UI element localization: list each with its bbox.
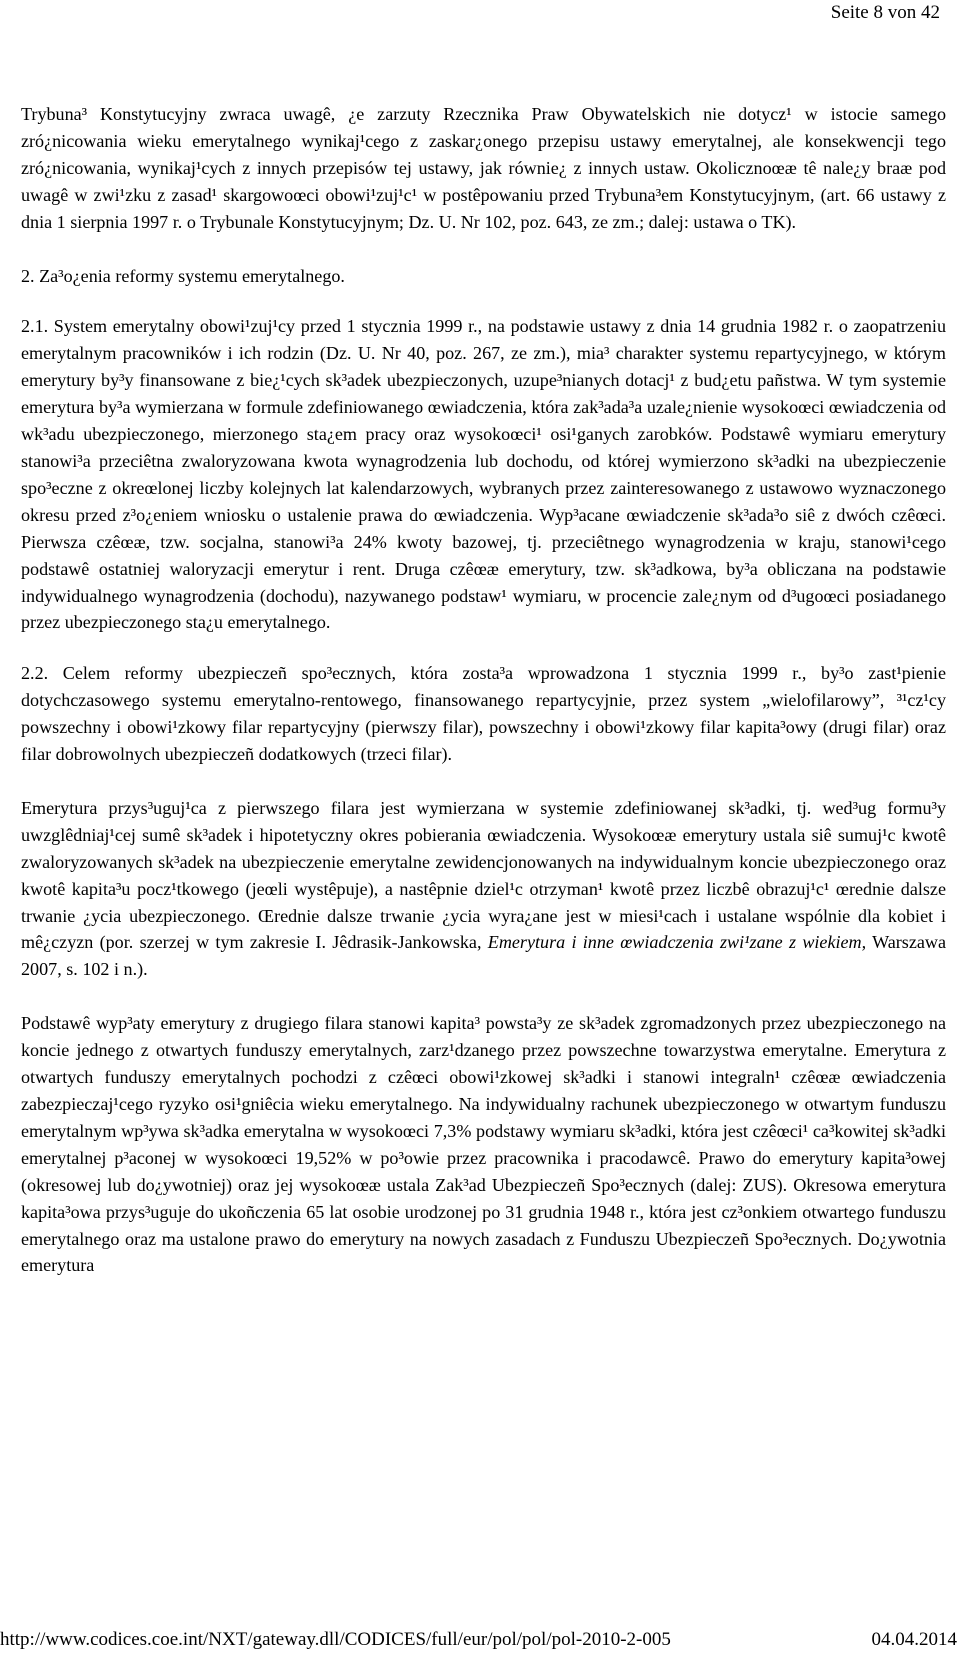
document-body [21, 101, 946, 1306]
print-date: 04.04.2014 [871, 1629, 957, 1650]
paragraph-first-pillar-tail: Warszawa 2007, s. 102 i n.). [21, 932, 946, 980]
paragraph-2-2: 2.2. Celem reformy ubezpieczeñ spo³ecznych, która zosta³a wprowadzona 1 stycznia 1999 r., by³o zast¹pienie dotychczasowego systemu emerytalno-rentowego, finansowanego repartycyjnie, przez system „wielofilarowy”, ³¹cz¹cy powszechny i obowi¹zkowy filar repartycyjny (pierwszy filar), powszechny i obowi¹zkowy filar kapita³owy (drugi filar) oraz filar dobrowolnych ubezpieczeñ dodatkowych (trzeci filar). [21, 663, 946, 765]
paragraph-first-pillar [21, 795, 946, 983]
paragraph-first-pillar-text: Emerytura przys³uguj¹ca z pierwszego filara jest wymierzana w systemie zdefiniowanej sk³adki, tj. wed³ug formu³y uwzglêdniaj¹cej sumê sk³adek i hipotetyczny okres pobierania œwiadczenia. Wysokoœæ emerytury ustala siê sumuj¹c kwotê zwaloryzowanych sk³adek na ubezpieczenie emerytalne zewidencjonowanych na indywidualnym koncie ubezpieczonego oraz kwotê kapita³u pocz¹tkowego (jeœli wystêpuje), a nastêpnie dziel¹c otrzyman¹ kwotê przez liczbê obrazuj¹c¹ œrednie dalsze trwanie ¿ycia ubezpieczonego. Œrednie dalsze trwanie ¿ycia wyra¿ane jest w miesi¹cach i ustalane wspólnie dla kobiet i mê¿czyzn (por. szerzej w tym zakresie I. Jêdrasik-Jankowska, [21, 797, 946, 953]
source-url: http://www.codices.coe.int/NXT/gateway.dll/CODICES/full/eur/pol/pol/pol-2010-2-005 [0, 1629, 671, 1650]
paragraph-2-1: 2.1. System emerytalny obowi¹zuj¹cy przed 1 stycznia 1999 r., na podstawie ustawy z dnia 14 grudnia 1982 r. o zaopatrzeniu emerytalnym pracowników i ich rodzin (Dz. U. Nr 40, poz. 267, ze zm.), mia³ charakter systemu repartycyjnego, w którym emerytury by³y finansowane z bie¿¹cych sk³adek ubezpieczonych, uzupe³nianych dotacj¹ z bud¿etu pañstwa. W tym systemie emerytura by³a wymierzana w formule zdefiniowanego œwiadczenia, która zak³ada³a uzale¿nienie wysokoœci œwiadczenia od wk³adu ubezpieczonego, mierzonego sta¿em pracy oraz wysokoœci¹ osi¹ganych zarobków. Podstawê wymiaru emerytury stanowi³a przeciêtna zwaloryzowana kwota wynagrodzenia lub dochodu, od której wymierzono sk³adki na ubezpieczenie spo³eczne z okreœlonej liczby kolejnych lat kalendarzowych, wybranych przez zainteresowanego z ustawowo wyznaczonego okresu przed z³o¿eniem wniosku o ustalenie prawa do œwiadczenia. Wyp³acane œwiadczenie sk³ada³o siê z dwóch czêœci. Pierwsza czêœæ, tzw. socjalna, stanowi³a 24% kwoty bazowej, tj. przeciêtnego wynagrodzenia w kraju, stanowi¹cego podstawê ostatniej waloryzacji emerytur i rent. Druga czêœæ emerytury, tzw. sk³adkowa, by³a obliczana na podstawie indywidualnego wynagrodzenia (dochodu), nazywanego podstaw¹ wymiaru, w procencie zale¿nym od d³ugoœci posiadanego przez ubezpieczonego sta¿u emerytalnego. [21, 316, 946, 633]
page-footer [0, 1625, 960, 1654]
section-heading: 2. Za³o¿enia reformy systemu emerytalnego. [21, 265, 345, 286]
page-number: Seite 8 von 42 [830, 2, 940, 23]
paragraph-intro: Trybuna³ Konstytucyjny zwraca uwagê, ¿e zarzuty Rzecznika Praw Obywatelskich nie dotycz¹ w istocie samego zró¿nicowania wieku emerytalnego wynikaj¹cego z zaskar¿onego przepisu ustawy emerytalnej, ale konsekwencji tego zró¿nicowania, wynikaj¹cych z innych przepisów tej ustawy, jak równie¿ z innych ustaw. Okolicznoœæ tê nale¿y braæ pod uwagê w zwi¹zku z zasad¹ skargowoœci obowi¹zuj¹c¹ w postêpowaniu przed Trybuna³em Konstytucyjnym, (art. 66 ustawy z dnia 1 sierpnia 1997 r. o Trybunale Konstytucyjnym; Dz. U. Nr 102, poz. 643, ze zm.; dalej: ustawa o TK). [21, 104, 946, 232]
citation-title: Emerytura i inne œwiadczenia zwi¹zane z wiekiem, [487, 932, 867, 953]
paragraph-second-pillar: Podstawê wyp³aty emerytury z drugiego filara stanowi kapita³ powsta³y ze sk³adek zgromadzonych przez ubezpieczonego na koncie jednego z otwartych funduszy emerytalnych, zarz¹dzanego przez powszechne towarzystwa emerytalne. Emerytura z otwartych funduszy emerytalnych pochodzi z czêœci obowi¹zkowej sk³adki i stanowi integraln¹ czêœæ œwiadczenia zabezpieczaj¹cego ryzyko osi¹gniêcia wieku emerytalnego. Na indywidualny rachunek ubezpieczonego w otwartym funduszu emerytalnym wp³ywa sk³adka emerytalna w wysokoœci 7,3% podstawy wymiaru sk³adki, która jest czêœci¹ ca³kowitej sk³adki emerytalnej p³aconej w wysokoœci 19,52% w po³owie przez pracownika i pracodawcê. Prawo do emerytury kapita³owej (okresowej lub do¿ywotniej) oraz jej wysokoœæ ustala Zak³ad Ubezpieczeñ Spo³ecznych (dalej: ZUS). Okresowa emerytura kapita³owa przys³uguje do ukoñczenia 65 lat osobie urodzonej po 31 grudnia 1948 r., która jest cz³onkiem otwartego funduszu emerytalnego oraz ma ustalone prawo do emerytury na nowych zasadach z Funduszu Ubezpieczeñ Spo³ecznych. Do¿ywotnia emerytura [21, 1013, 946, 1276]
